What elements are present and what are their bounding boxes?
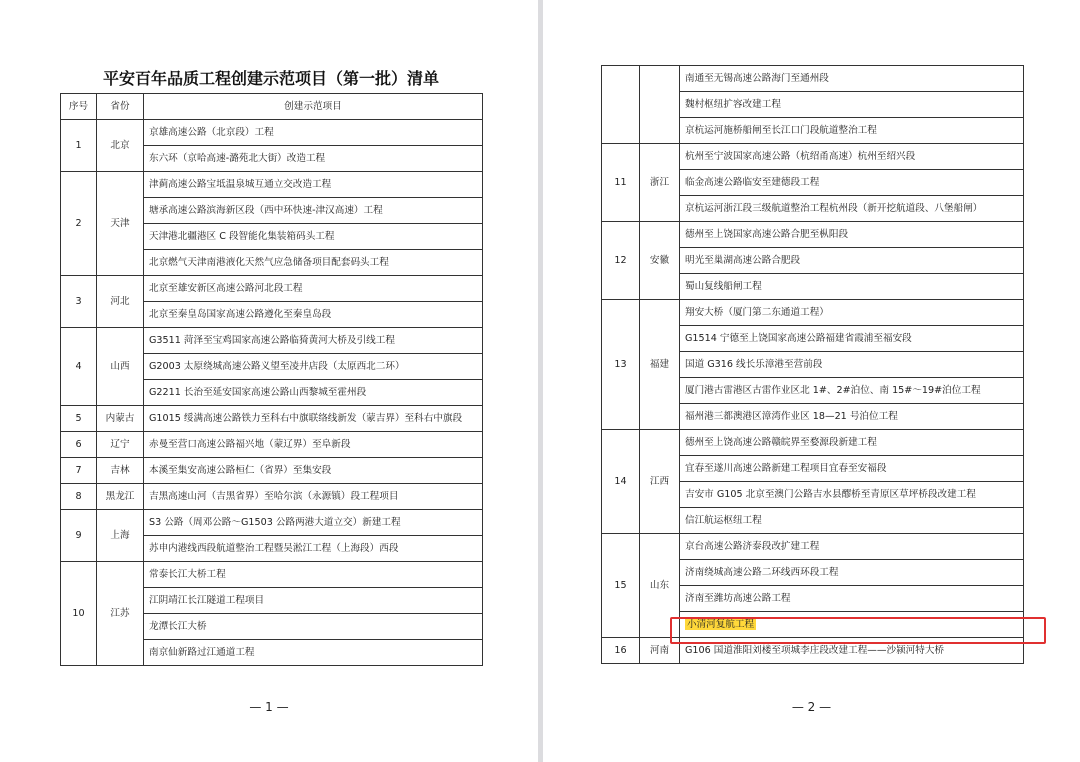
row-number: 6 [61,432,97,458]
table-row [61,510,483,536]
row-number: 7 [61,458,97,484]
province-cell: 山西 [97,328,144,406]
project-cell: 京杭运河施桥船闸至长江口门段航道整治工程 [680,118,1024,144]
header-project: 创建示范项目 [144,94,483,120]
row-number: 14 [602,430,640,534]
table-row [602,144,1024,170]
project-cell: 翔安大桥（厦门第二东通道工程） [680,300,1024,326]
project-cell: 北京燃气天津南港液化天然气应急储备项目配套码头工程 [144,250,483,276]
document-page-2 [543,0,1080,762]
annotation-box [670,617,1046,644]
row-number [602,66,640,144]
table-row [602,66,1024,92]
table-row [61,406,483,432]
province-cell: 山东 [640,534,680,638]
province-cell: 福建 [640,300,680,430]
table-row [61,562,483,588]
row-number: 13 [602,300,640,430]
project-cell: 京杭运河浙江段三级航道整治工程杭州段（新开挖航道段、八堡船闸） [680,196,1024,222]
project-cell: 厦门港古雷港区古雷作业区北 1#、2#泊位、南 15#～19#泊位工程 [680,378,1024,404]
row-number: 15 [602,534,640,638]
row-number: 3 [61,276,97,328]
project-cell: 吉黑高速山河（吉黑省界）至哈尔滨（永源镇）段工程项目 [144,484,483,510]
project-cell: 吉安市 G105 北京至澳门公路吉水县醪桥至青原区草坪桥段改建工程 [680,482,1024,508]
province-cell: 河北 [97,276,144,328]
row-number: 5 [61,406,97,432]
project-cell: 京台高速公路济泰段改扩建工程 [680,534,1024,560]
header-number: 序号 [61,94,97,120]
province-cell: 北京 [97,120,144,172]
project-cell: 苏申内港线西段航道整治工程暨吴淞江工程（上海段）西段 [144,536,483,562]
row-number: 11 [602,144,640,222]
project-cell: 赤曼至营口高速公路福兴地（蒙辽界）至阜新段 [144,432,483,458]
province-cell: 江西 [640,430,680,534]
project-cell: 江阴靖江长江隧道工程项目 [144,588,483,614]
table-row [602,222,1024,248]
table-row [602,430,1024,456]
project-cell: 济南绕城高速公路二环线西环段工程 [680,560,1024,586]
row-number: 2 [61,172,97,276]
project-cell: 宜春至遂川高速公路新建工程项目宜春至安福段 [680,456,1024,482]
project-cell: 南京仙新路过江通道工程 [144,640,483,666]
row-number: 12 [602,222,640,300]
project-cell: 国道 G316 线长乐漳港至营前段 [680,352,1024,378]
row-number: 4 [61,328,97,406]
project-cell: 福州港三都澳港区漳湾作业区 18—21 号泊位工程 [680,404,1024,430]
document-page-1 [0,0,538,762]
row-number: 1 [61,120,97,172]
highlighted-project: 小清河复航工程 [687,619,755,630]
province-cell: 辽宁 [97,432,144,458]
project-cell: 临金高速公路临安至建德段工程 [680,170,1024,196]
row-number: 16 [602,638,640,664]
project-cell: 常泰长江大桥工程 [144,562,483,588]
table-row [61,432,483,458]
table-row [61,328,483,354]
province-cell: 河南 [640,638,680,664]
table-row [61,172,483,198]
table-row [602,300,1024,326]
project-cell: 南通至无锡高速公路海门至通州段 [680,66,1024,92]
table-row [602,534,1024,560]
project-cell: 塘承高速公路滨海新区段（西中环快速-津汉高速）工程 [144,198,483,224]
project-cell: 德州至上饶高速公路赣皖界至婺源段新建工程 [680,430,1024,456]
page-number: — 1 — [249,700,289,714]
province-cell: 江苏 [97,562,144,666]
project-cell: S3 公路（周邓公路～G1503 公路两港大道立交）新建工程 [144,510,483,536]
province-cell: 吉林 [97,458,144,484]
project-cell: 本溪至集安高速公路桓仁（省界）至集安段 [144,458,483,484]
project-cell: 北京至秦皇岛国家高速公路遵化至秦皇岛段 [144,302,483,328]
project-cell: 北京至雄安新区高速公路河北段工程 [144,276,483,302]
document-title: 平安百年品质工程创建示范项目（第一批）清单 [102,69,439,88]
project-cell: G1514 宁德至上饶国家高速公路福建省霞浦至福安段 [680,326,1024,352]
project-cell: G106 国道淮阳刘楼至项城李庄段改建工程——沙颍河特大桥 [680,638,1024,664]
project-cell: 明光至巢湖高速公路合肥段 [680,248,1024,274]
project-table-page-1 [60,93,483,666]
project-cell: 蜀山复线船闸工程 [680,274,1024,300]
header-province: 省份 [97,94,144,120]
project-table-page-2 [601,65,1024,664]
row-number: 9 [61,510,97,562]
project-cell: 东六环（京哈高速-潞苑北大街）改造工程 [144,146,483,172]
project-cell: 津蓟高速公路宝坻温泉城互通立交改造工程 [144,172,483,198]
project-cell: 魏村枢纽扩容改建工程 [680,92,1024,118]
project-cell: G2003 太原绕城高速公路义望至凌井店段（太原西北二环） [144,354,483,380]
project-cell: 龙潭长江大桥 [144,614,483,640]
province-cell: 天津 [97,172,144,276]
project-cell: 德州至上饶国家高速公路合肥至枞阳段 [680,222,1024,248]
project-cell: 杭州至宁波国家高速公路（杭绍甬高速）杭州至绍兴段 [680,144,1024,170]
province-cell: 浙江 [640,144,680,222]
project-cell: G3511 菏泽至宝鸡国家高速公路临猗黄河大桥及引线工程 [144,328,483,354]
table-row [61,458,483,484]
project-cell: 济南至潍坊高速公路工程 [680,586,1024,612]
project-cell: 信江航运枢纽工程 [680,508,1024,534]
page-number: — 2 — [791,700,832,714]
table-row [61,276,483,302]
province-cell: 黑龙江 [97,484,144,510]
project-cell: 天津港北疆港区 C 段智能化集装箱码头工程 [144,224,483,250]
province-cell: 安徽 [640,222,680,300]
project-cell: 京雄高速公路（北京段）工程 [144,120,483,146]
project-cell: G1015 绥满高速公路铁力至科右中旗联络线新发（蒙吉界）至科右中旗段 [144,406,483,432]
province-cell: 内蒙古 [97,406,144,432]
table-row [61,120,483,146]
province-cell: 上海 [97,510,144,562]
project-cell: G2211 长治至延安国家高速公路山西黎城至霍州段 [144,380,483,406]
row-number: 8 [61,484,97,510]
row-number: 10 [61,562,97,666]
table-row [61,484,483,510]
province-cell [640,66,680,144]
